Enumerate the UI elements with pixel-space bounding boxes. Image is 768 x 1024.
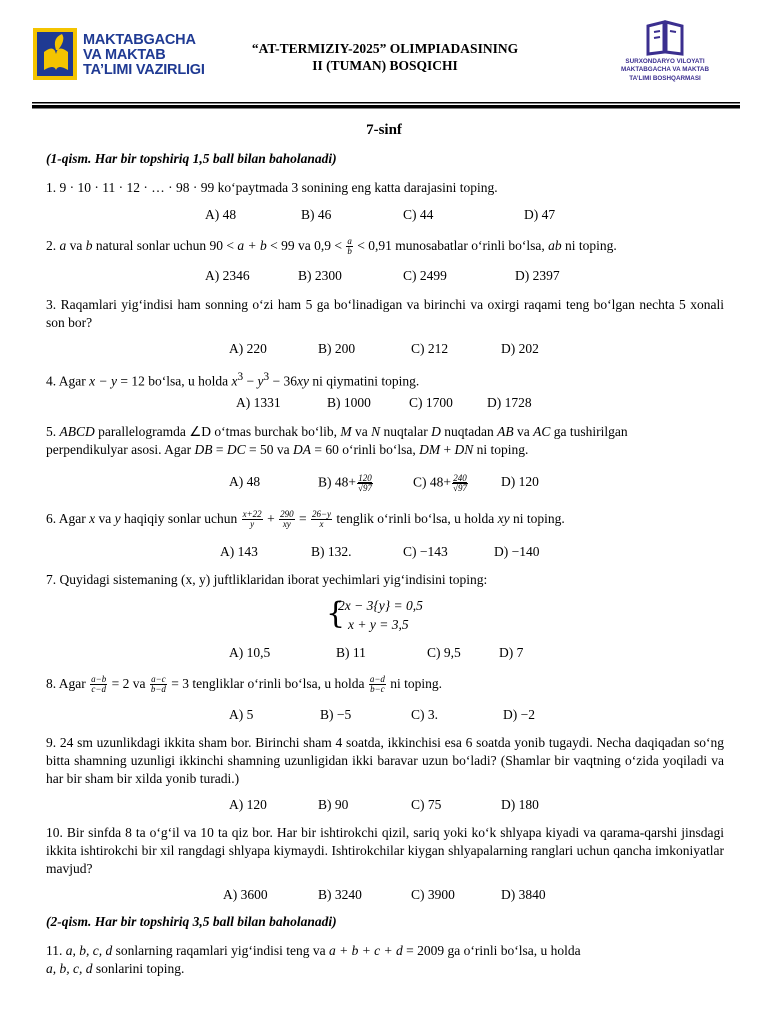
- q8-text-2: = 2 va: [111, 676, 146, 691]
- q5-option-b-label: B) 48+: [318, 474, 356, 490]
- ministry-logo-line: VA MAKTAB: [83, 47, 166, 63]
- regional-logo-line: TA’LIMI BOSHQARMASI: [629, 74, 701, 82]
- part1-heading: (1-qism. Har bir topshiriq 1,5 ball bilan baholanadi): [46, 151, 337, 166]
- q7-option-b: B) 11: [336, 645, 366, 660]
- question-11-text: 11. a, b, c, d sonlarning raqamlari yig‘indisi teng va a + b + c + d = 2009 ga o‘rinli bo‘lsa, u holda a, b, c, d sonlarini toping.: [46, 943, 581, 976]
- q3-option-a: A) 220: [229, 341, 267, 356]
- q2-num: 2.: [46, 238, 57, 253]
- q5-option-c-den: √97: [453, 483, 467, 493]
- q9-option-d: D) 180: [501, 797, 539, 812]
- q7-equation-1: 2x − 3{y} = 0,5: [338, 598, 423, 613]
- q5-line2-d: ni toping.: [476, 442, 529, 457]
- question-4-text: 4. Agar x − y = 12 bo‘lsa, u holda $x^3 - y^3 - 36xy$ ni qiymatini toping.: [46, 371, 420, 389]
- q6-text-1: 6. Agar: [46, 511, 86, 526]
- q5-option-c-label: C) 48+: [413, 474, 451, 490]
- q3-option-d: D) 202: [501, 341, 539, 356]
- system-brace: {: [326, 596, 346, 631]
- q8-text-4: ni toping.: [390, 676, 443, 691]
- ministry-logo: [32, 24, 207, 84]
- q7-system: [338, 596, 423, 634]
- q5-option-b-num: 120: [358, 473, 372, 483]
- question-8-text: 8. Agar $\frac{a-b}{c-d}$ = 2 va $\frac{a-c}{b-d}$ = 3 tengliklar o‘rinli bo‘lsa, u holda $\frac{a-d}{b-c}$ ni toping.: [46, 674, 443, 695]
- q2-option-b: B) 2300: [298, 268, 342, 283]
- q2-text-4: < 0,91 munosabatlar o‘rinli bo‘lsa,: [357, 238, 545, 253]
- q5-text-4: nuqtalar: [383, 424, 428, 439]
- q3-option-c: C) 212: [411, 341, 449, 356]
- q4-text-2: bo‘lsa, u holda: [148, 373, 229, 389]
- q6-option-b: B) 132.: [311, 544, 352, 559]
- q5-option-c: [413, 474, 469, 493]
- q1-option-c: C) 44: [403, 207, 434, 222]
- q2-text-3: < 99 va 0,9 <: [270, 238, 342, 253]
- q2-option-c: C) 2499: [403, 268, 447, 283]
- q5-option-b: [318, 474, 374, 493]
- question-1-text: 1. 9 · 10 · 11 · 12 · … · 98 · 99 ko‘paytmada 3 sonining eng katta darajasini toping.: [46, 180, 498, 195]
- question-3-text: 3. Raqamlari yig‘indisi ham sonning o‘zi ham 5 ga bo‘linadigan va birinchi va oxirgi raqami teng bo‘lgan nechta 5 xonali son bor?: [46, 297, 724, 330]
- q10-option-b: B) 3240: [318, 887, 362, 902]
- q8-option-d: D) −2: [503, 707, 535, 722]
- q10-option-d: D) 3840: [501, 887, 546, 902]
- q2-option-a: A) 2346: [205, 268, 250, 283]
- q4-option-d: D) 1728: [487, 395, 532, 410]
- q4-text-1: 4. Agar: [46, 373, 86, 389]
- q5-text-5: nuqtadan: [444, 424, 494, 439]
- regional-logo-line: MAKTABGACHA VA MAKTAB: [620, 66, 710, 74]
- q2-option-d: D) 2397: [515, 268, 560, 283]
- q11-text-1: 11.: [46, 943, 63, 958]
- q6-text-5: ni toping.: [512, 511, 565, 526]
- q10-option-a: A) 3600: [223, 887, 268, 902]
- q3-option-b: B) 200: [318, 341, 356, 356]
- q5-line2-b: = 50 va: [248, 442, 290, 457]
- q9-option-b: B) 90: [318, 797, 349, 812]
- q2-text-5: ni toping.: [565, 238, 617, 253]
- q6-option-d: D) −140: [494, 544, 540, 559]
- q2-text-2: natural sonlar uchun 90 <: [95, 238, 234, 253]
- question-5-text: 5. ABCD parallelogramda ∠D o‘tmas burchak bo‘lib, M va N nuqtalar D nuqtadan AB va AC ga tushirilgan perpendikulyar asosi. Agar DB = DC = 50 va DA = 60 o‘rinli bo‘lsa, DM + DN ni toping.: [46, 424, 628, 457]
- q5-text-3: va: [355, 424, 368, 439]
- q8-option-b: B) −5: [320, 707, 352, 722]
- question-6-text: 6. Agar x va y haqiqiy sonlar uchun $\frac{x+22}{y}$ + $\frac{290}{xy}$ = $\frac{26-y}{x}$ tenglik o‘rinli bo‘lsa, u holda xy ni toping.: [46, 509, 565, 530]
- q7-equation-2: x + y = 3,5: [348, 617, 409, 632]
- q5-line2-a: perpendikulyar asosi. Agar: [46, 442, 192, 457]
- q4-option-b: B) 1000: [327, 395, 371, 410]
- regional-logo: [600, 20, 730, 90]
- q5-text-1: 5.: [46, 424, 57, 439]
- question-10-text: 10. Bir sinfda 8 ta o‘g‘il va 10 ta qiz bor. Har bir ishtirokchi qizil, sariq yoki ko‘k shlyapa kiyadi va qarama-qarshi jinsdagi ikkita ishtirokchi bir xil rangdagi shlyapa kiymaydi. Ishtirokchilar kiygan shlyapalarning ranglari uchun qancha imkoniyatlar mavjud?: [46, 825, 724, 876]
- q7-option-c: C) 9,5: [427, 645, 461, 660]
- q4-option-c: C) 1700: [409, 395, 453, 410]
- q6-text-4: tenglik o‘rinli bo‘lsa, u holda: [336, 511, 495, 526]
- q11-text-3: = 2009 ga o‘rinli bo‘lsa, u holda: [406, 943, 581, 958]
- q11-text-2: sonlarning raqamlari yig‘indisi teng va: [115, 943, 326, 958]
- q9-option-c: C) 75: [411, 797, 442, 812]
- part2-heading: (2-qism. Har bir topshiriq 3,5 ball bilan baholanadi): [46, 914, 337, 929]
- q8-text-1: 8. Agar: [46, 676, 86, 691]
- olympiad-title-line2: II (TUMAN) BOSQICHI: [312, 58, 458, 73]
- q10-option-c: C) 3900: [411, 887, 455, 902]
- q8-option-a: A) 5: [229, 707, 254, 722]
- q6-option-a: A) 143: [220, 544, 258, 559]
- q5-text-7: ga tushirilgan: [553, 424, 628, 439]
- ministry-logo-text: [83, 33, 205, 78]
- olympiad-title: [210, 40, 560, 74]
- q6-text-3: haqiqiy sonlar uchun: [124, 511, 238, 526]
- q7-option-a: A) 10,5: [229, 645, 271, 660]
- q1-option-d: D) 47: [524, 207, 556, 222]
- q6-text-2: va: [98, 511, 112, 526]
- q8-option-c: C) 3.: [411, 707, 438, 722]
- q5-option-d: D) 120: [501, 474, 539, 489]
- question-7-text: 7. Quyidagi sistemaning (x, y) juftliklaridan iborat yechimlari yig‘indisini toping:: [46, 572, 488, 587]
- q5-option-b-den: √97: [358, 483, 372, 493]
- q5-option-a: A) 48: [229, 474, 261, 489]
- q4-option-a: A) 1331: [236, 395, 281, 410]
- q1-option-a: A) 48: [205, 207, 237, 222]
- q4-text-3: ni qiymatini toping.: [312, 373, 420, 389]
- q11-text-4: sonlarini toping.: [95, 961, 185, 976]
- q8-text-3: = 3 tengliklar o‘rinli bo‘lsa, u holda: [171, 676, 365, 691]
- q6-option-c: C) −143: [403, 544, 448, 559]
- q5-text-6: va: [517, 424, 530, 439]
- q5-option-c-num: 240: [453, 473, 467, 483]
- grade-heading: 7-sinf: [366, 122, 402, 138]
- q5-text-2: parallelogramda ∠D o‘tmas burchak bo‘lib,: [98, 424, 338, 439]
- ministry-logo-line: TA’LIMI VAZIRLIGI: [83, 62, 205, 78]
- regional-logo-line: SURXONDARYO VILOYATI: [625, 58, 705, 65]
- question-2-text: 2. a va b natural sonlar uchun 90 < a + b < 99 va 0,9 < $\frac{a}{b}$ < 0,91 munosabatlar o‘rinli bo‘lsa, ab ni toping.: [46, 236, 617, 257]
- regional-logo-text: [600, 58, 730, 83]
- olympiad-title-line1: “AT-TERMIZIY-2025” OLIMPIADASINING: [251, 41, 519, 56]
- q9-option-a: A) 120: [229, 797, 267, 812]
- ministry-logo-line: MAKTABGACHA: [83, 32, 196, 48]
- header-divider: [32, 102, 740, 109]
- q7-option-d: D) 7: [499, 645, 524, 660]
- ministry-emblem-icon: [32, 26, 80, 82]
- q1-option-b: B) 46: [301, 207, 332, 222]
- q2-fraction: $\frac{a}{b}$: [347, 236, 352, 257]
- regional-emblem-icon: [644, 20, 686, 56]
- question-9-text: 9. 24 sm uzunlikdagi ikkita sham bor. Birinchi sham 4 soatda, ikkinchisi esa 6 soatda yonib tugaydi. Necha daqiqadan so‘ng bitta shamning uzunligi ikkinchi shamning uzunligidan ikki baravar uzun bo‘ladi? (Shamlar bir vaqtning o‘zida yoqiladi va har bir sham bir xilda yonib turadi.): [46, 735, 724, 786]
- q2-text-1: va: [69, 238, 83, 253]
- q5-line2-c: = 60 o‘rinli bo‘lsa,: [314, 442, 416, 457]
